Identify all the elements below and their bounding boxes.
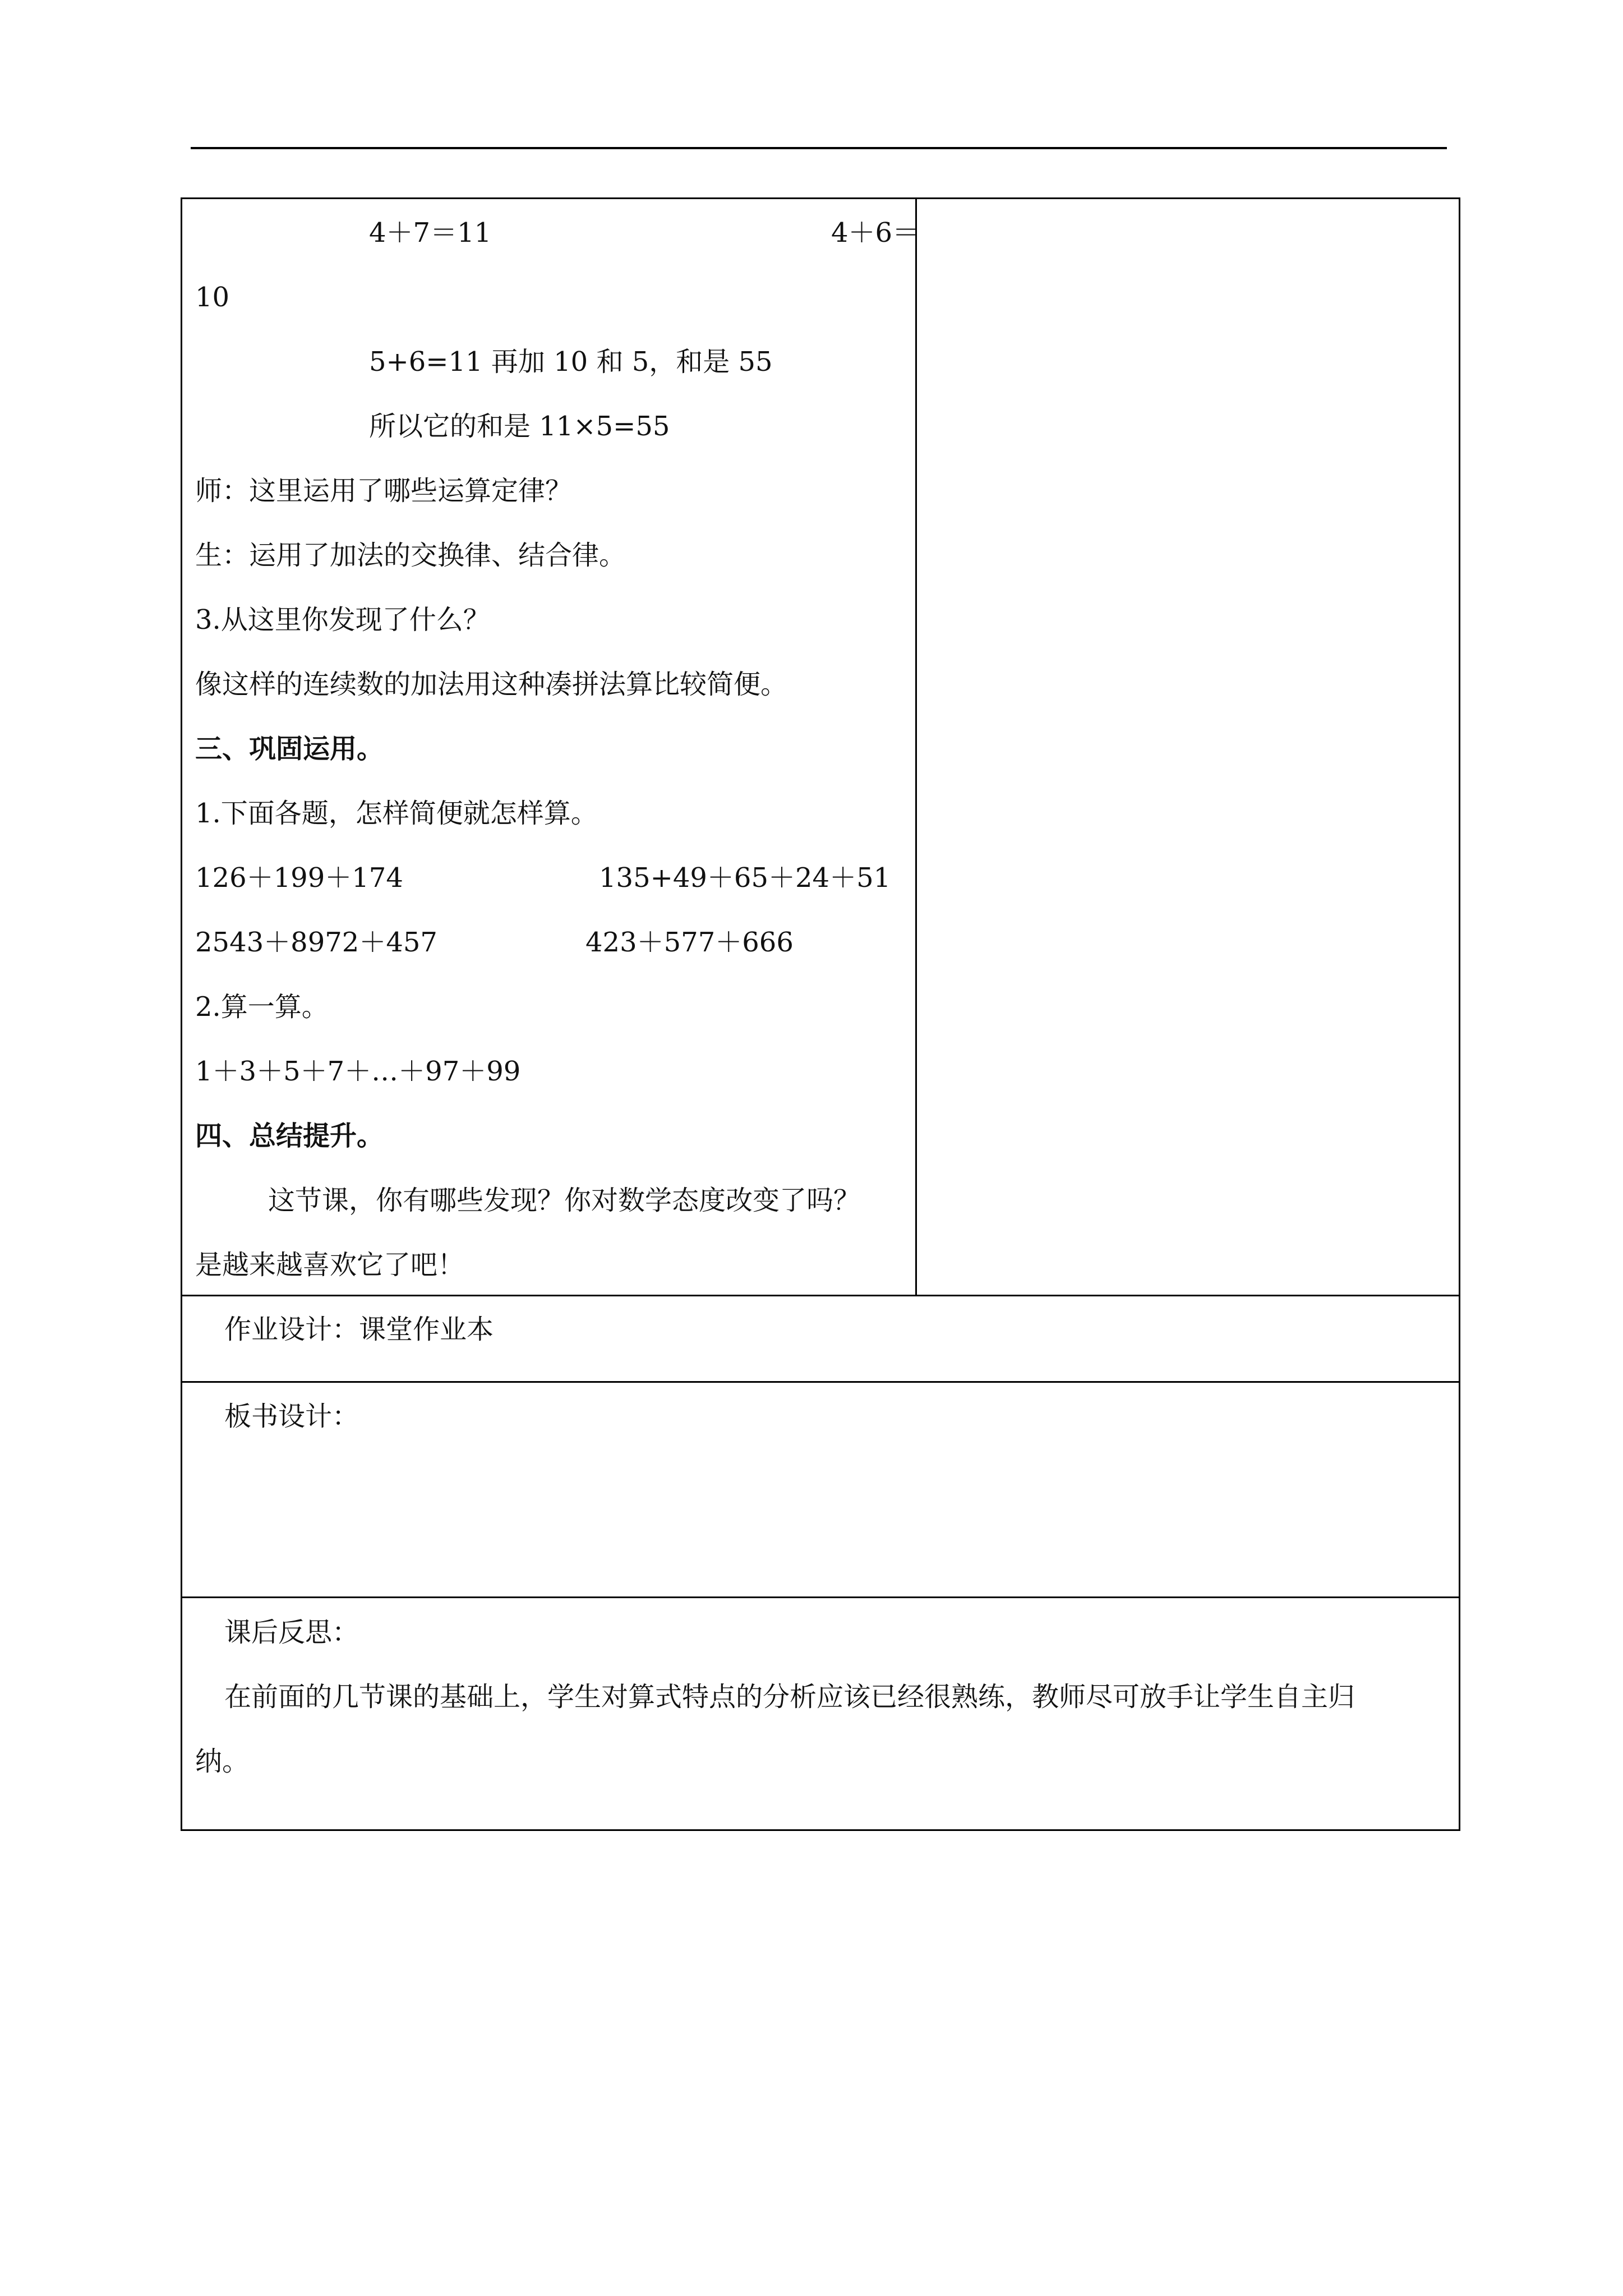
reflection-line-1: 在前面的几节课的基础上，学生对算式特点的分析应该已经很熟练，教师尽可放手让学生自主归 [224, 1681, 1355, 1713]
question-3: 3.从这里你发现了什么？ [195, 604, 490, 636]
exercise-1-c: 2543＋8972＋457 [195, 927, 437, 958]
teacher-question: 师：这里运用了哪些运算定律？ [195, 475, 573, 507]
exercise-1-d: 423＋577＋666 [585, 927, 794, 958]
exercise-2-a: 1＋3＋5＋7＋…＋97＋99 [195, 1056, 521, 1087]
board-label: 板书设计： [224, 1401, 359, 1432]
calc-line-1-left: 4＋7＝11 [369, 217, 492, 249]
calc-line-1-right: 4＋6＝ [831, 217, 920, 249]
calc-line-1-wrap: 10 [195, 282, 230, 313]
calc-line-2: 5+6=11 再加 10 和 5，和是 55 [369, 346, 773, 378]
finding: 像这样的连续数的加法用这种凑拼法算比较简便。 [195, 669, 788, 700]
summary-line-1: 这节课，你有哪些发现？你对数学态度改变了吗？ [268, 1185, 861, 1216]
exercise-1-b: 135+49＋65＋24＋51 [599, 862, 891, 894]
row-divider-board [181, 1381, 1460, 1383]
exercise-1-a: 126＋199＋174 [195, 862, 403, 894]
row-divider-reflection [181, 1596, 1460, 1598]
header-rule [191, 147, 1447, 149]
reflection-label: 课后反思： [224, 1617, 359, 1648]
reflection-line-2: 纳。 [195, 1746, 250, 1777]
section-3-title: 三、巩固运用。 [195, 733, 384, 765]
column-divider [915, 197, 917, 1296]
exercise-2-title: 2.算一算。 [195, 991, 329, 1023]
section-4-title: 四、总结提升。 [195, 1120, 384, 1152]
homework-label: 作业设计：课堂作业本 [224, 1314, 494, 1345]
calc-line-3: 所以它的和是 11×5=55 [369, 411, 670, 442]
exercise-1-title: 1.下面各题，怎样简便就怎样算。 [195, 798, 598, 829]
row-divider-homework [181, 1295, 1460, 1296]
student-answer: 生：运用了加法的交换律、结合律。 [195, 540, 626, 571]
summary-line-2: 是越来越喜欢它了吧！ [195, 1249, 465, 1281]
